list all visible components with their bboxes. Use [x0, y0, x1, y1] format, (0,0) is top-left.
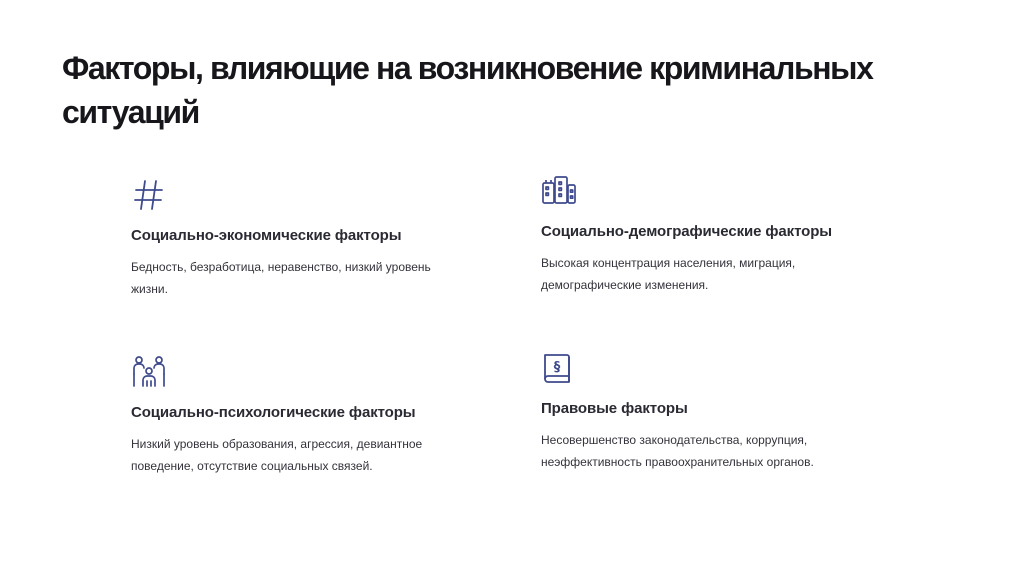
slide-title: Факторы, влияющие на возникновение криминальных ситуаций	[62, 50, 873, 130]
factor-card-socio-psychological	[131, 354, 431, 477]
factor-description: Низкий уровень образования, агрессия, девиантное поведение, отсутствие социальных связей.	[131, 437, 423, 473]
buildings-icon	[541, 173, 577, 209]
factor-heading: Социально-психологические факторы	[131, 404, 416, 421]
family-icon	[131, 354, 167, 390]
factor-heading: Социально-демографические факторы	[541, 223, 832, 240]
factor-card-legal	[541, 350, 841, 473]
factor-heading: Правовые факторы	[541, 400, 688, 417]
factor-description: Высокая концентрация населения, миграция, демографические изменения.	[541, 256, 796, 292]
law-book-icon	[541, 350, 577, 386]
hashtag-icon	[131, 177, 167, 213]
factor-card-socio-demographic	[541, 173, 841, 296]
svg-text:§: §	[553, 360, 561, 375]
factor-description: Несовершенство законодательства, коррупция, неэффективность правоохранительных органов.	[541, 433, 814, 469]
factor-description: Бедность, безработица, неравенство, низкий уровень жизни.	[131, 260, 431, 296]
factor-heading: Социально-экономические факторы	[131, 227, 402, 244]
factor-card-socio-economic	[131, 177, 431, 300]
